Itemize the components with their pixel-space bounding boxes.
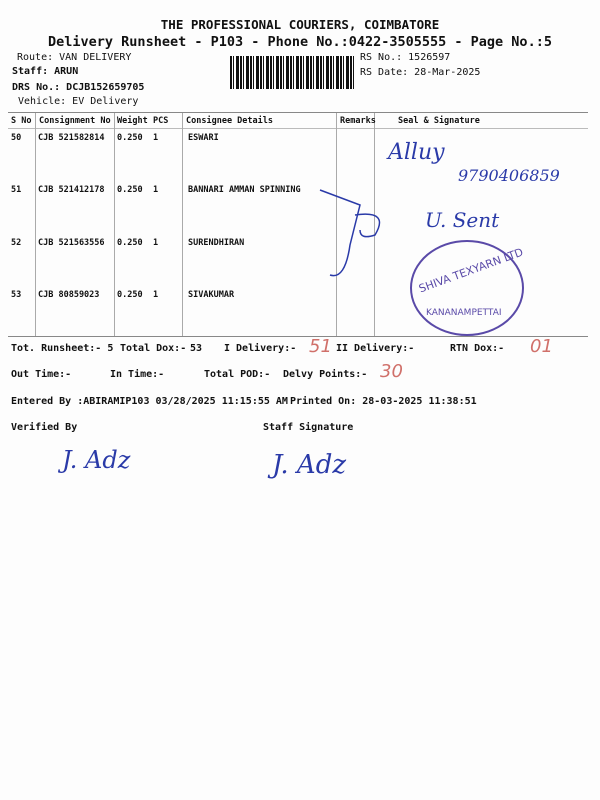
cell-pcs: 1 [153, 290, 159, 300]
cell-weight: 0.250 [117, 133, 143, 143]
cell-weight: 0.250 [117, 290, 143, 300]
cell-sno: 53 [11, 290, 22, 300]
company-stamp [410, 240, 524, 336]
cell-pcs: 1 [153, 238, 159, 248]
staff-signature-label: Staff Signature [263, 422, 354, 433]
cell-consignee: SURENDHIRAN [188, 238, 245, 248]
cell-pcs: 1 [153, 133, 159, 143]
cell-cn: CJB 521582814 [38, 133, 105, 143]
staff: Staff: ARUN [12, 66, 79, 77]
verified-signature: J. Adz [62, 446, 131, 474]
cell-consignee: ESWARI [188, 133, 219, 143]
cell-pcs: 1 [153, 185, 159, 195]
handwritten-scribble [300, 185, 390, 285]
handwritten-note: U. Sent [425, 208, 500, 232]
out-time: Out Time:- [11, 369, 72, 380]
col-remarks: Remarks [340, 116, 376, 126]
cell-consignee: BANNARI AMMAN SPINNING [188, 185, 301, 195]
stamp-place: KANANAMPETTAI [426, 308, 502, 318]
verified-by: Verified By [11, 422, 78, 433]
in-time: In Time:- [110, 369, 165, 380]
cell-consignee: SIVAKUMAR [188, 290, 235, 300]
runsheet-title: Delivery Runsheet - P103 - Phone No.:0422-3505555 - Page No.:5 [48, 34, 552, 50]
total-dox-label: Total Dox:- [120, 343, 187, 354]
col-pcs: PCS [153, 116, 169, 126]
cell-weight: 0.250 [117, 185, 143, 195]
rtn-dox-value: 01 [530, 336, 553, 357]
route: Route: VAN DELIVERY [17, 52, 132, 63]
handwritten-phone: 9790406859 [458, 166, 560, 185]
delvy-points-label: Delvy Points:- [283, 369, 368, 380]
col-consignee: Consignee Details [186, 116, 273, 126]
total-pod: Total POD:- [204, 369, 271, 380]
cell-cn: CJB 521563556 [38, 238, 105, 248]
tot-runsheet: Tot. Runsheet:- 5 [11, 343, 114, 354]
cell-cn: CJB 80859023 [38, 290, 100, 300]
cell-cn: CJB 521412178 [38, 185, 105, 195]
cell-sno: 51 [11, 185, 22, 195]
stamp-name: SHIVA TEXYARN LTD [417, 245, 526, 296]
col-weight: Weight [117, 116, 148, 126]
drs-no: DRS No.: DCJB152659705 [12, 82, 145, 93]
ii-delivery-label: II Delivery:- [336, 343, 415, 354]
i-delivery-value: 51 [309, 336, 332, 357]
entered-by: Entered By :ABIRAMIP103 03/28/2025 11:15:55 AM [11, 396, 288, 407]
col-sno: S No [11, 116, 32, 126]
cell-sno: 52 [11, 238, 22, 248]
delvy-points-value: 30 [380, 361, 403, 382]
barcode [230, 56, 354, 89]
total-dox-value: 53 [190, 343, 203, 354]
col-consignment: Consignment No [39, 116, 111, 126]
vehicle: Vehicle: EV Delivery [18, 96, 139, 107]
staff-signature: J. Adz [272, 450, 347, 480]
printed-on: Printed On: 28-03-2025 11:38:51 [290, 396, 477, 407]
i-delivery-label: I Delivery:- [224, 343, 297, 354]
company-name: THE PROFESSIONAL COURIERS, COIMBATORE [160, 17, 440, 32]
cell-weight: 0.250 [117, 238, 143, 248]
rtn-dox-label: RTN Dox:- [450, 343, 505, 354]
handwritten-signature: Alluy [388, 140, 445, 165]
cell-sno: 50 [11, 133, 22, 143]
rs-no: RS No.: 1526597 [360, 52, 451, 63]
rs-date: RS Date: 28-Mar-2025 [360, 67, 481, 78]
col-seal: Seal & Signature [398, 116, 480, 126]
